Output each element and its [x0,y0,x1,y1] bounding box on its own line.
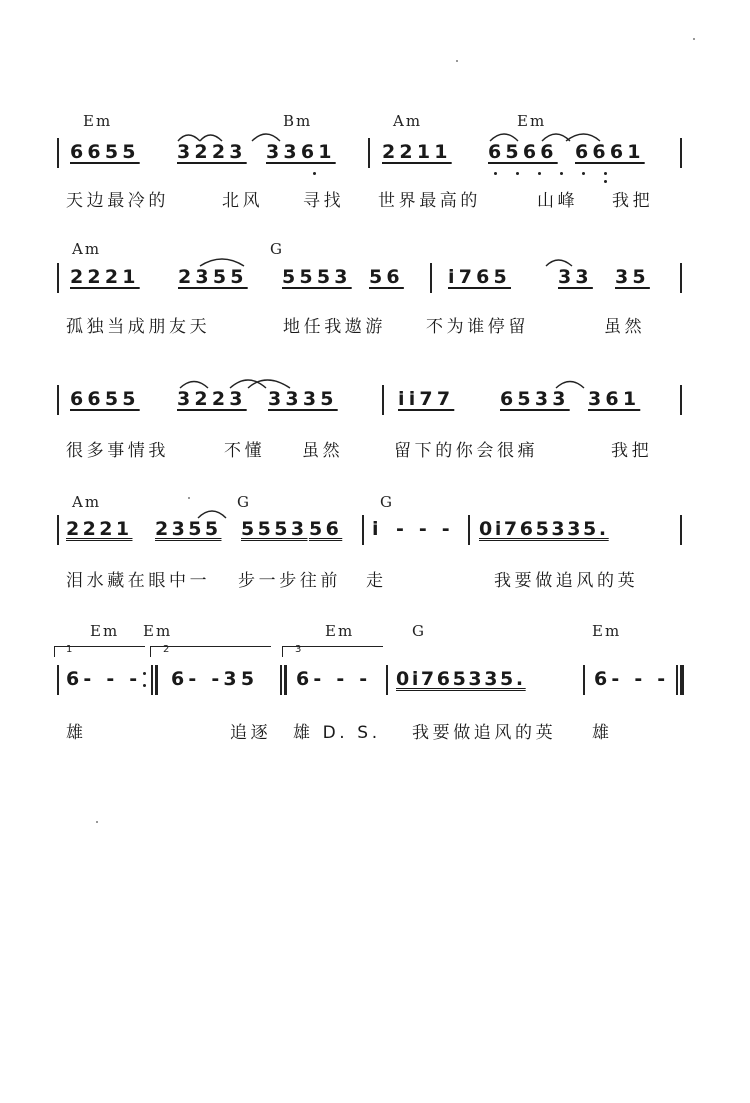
note-group: 0i765335. [396,668,526,690]
tie-arc [546,260,572,266]
note-group: 6655 [70,388,140,410]
lyric: 我把 [612,191,654,211]
tie-arc [200,259,244,266]
note-group: 6- - - [296,668,372,690]
lyric: 虽然 [302,441,344,461]
chord-label: Am [72,240,102,258]
note-group: 3223 [177,141,247,163]
note-group: 3223 [177,388,247,410]
volta-number: 1 [66,644,73,655]
chord-label: Em [90,622,120,640]
chord-label: Em [143,622,173,640]
note-group: 35 [615,266,650,288]
lyric: 雄 D. S. [293,723,381,743]
lyric: 我要做追风的英 [494,571,639,591]
lyric: 雄 [66,723,87,743]
lyric: 不为谁停留 [426,317,529,337]
chord-label: Em [517,112,547,130]
lyric: 泪水藏在眼中一 [66,571,211,591]
lyric: 追逐 [230,723,272,743]
note-group: i765 [448,266,511,288]
note-group: ii77 [398,388,455,410]
tie-arc [566,134,600,141]
note-group: 6566 [488,141,558,163]
tie-arc [556,382,584,389]
note-group: 6- - - [594,668,670,690]
note-group: 361 [588,388,641,410]
note-group: 2221 [66,518,133,540]
note-group: 3361 [266,141,336,163]
lyric: 孤独当成朋友天 [66,317,211,337]
note-group: 2221 [70,266,140,288]
note-group: 0i765335. [479,518,609,540]
paper-speck [693,38,695,40]
chord-label: G [237,493,251,511]
note-group: 5553 [241,518,308,540]
tie-arc [178,135,200,141]
note-group: i [372,518,383,540]
paper-speck [188,497,190,499]
chord-label: G [412,622,426,640]
lyric: 很多事情我 [66,441,169,461]
chord-label: Em [83,112,113,130]
tie-arc [252,134,280,141]
lyric: 雄 [592,723,613,743]
note-group: 33 [558,266,593,288]
paper-speck [96,821,98,823]
tie-arc [490,134,518,141]
chord-label: G [270,240,284,258]
note-group: 6661 [575,141,645,163]
chord-label: Em [592,622,622,640]
lyric: 我把 [611,441,653,461]
paper-speck [456,60,458,62]
note-group: 2211 [382,141,452,163]
note-group: 2355 [178,266,248,288]
tie-arc [198,511,226,518]
tie-arc [542,134,570,141]
volta-number: 3 [295,644,302,655]
note-group: 6533 [500,388,570,410]
lyric: 留下的你会很痛 [394,441,539,461]
lyric: 虽然 [604,317,646,337]
lyric: 北风 [222,191,264,211]
chord-label: Em [325,622,355,640]
lyric: 世界最高的 [378,191,481,211]
note-group: 56 [369,266,404,288]
chord-label: Bm [283,112,313,130]
lyric: 山峰 [537,191,579,211]
lyric: 天边最冷的 [66,191,169,211]
lyric: 地任我遨游 [283,317,386,337]
note-group: 6- -35 [171,668,259,690]
lyric: 寻找 [303,191,345,211]
note-group: 5553 [282,266,352,288]
note-group: 3335 [268,388,338,410]
note-group: 2355 [155,518,222,540]
tie-arc [200,135,222,141]
chord-label: Am [393,112,423,130]
lyric: 不懂 [224,441,266,461]
note-group: 56 [309,518,343,540]
volta-number: 2 [163,644,170,655]
chord-label: G [380,493,394,511]
note-group: - - - [396,518,454,540]
lyric: 走 [366,571,387,591]
lyric: 步一步往前 [238,571,341,591]
chord-label: Am [72,493,102,511]
note-group: 6- - - [66,668,142,690]
note-group: 6655 [70,141,140,163]
lyric: 我要做追风的英 [412,723,557,743]
tie-arc [180,382,208,389]
